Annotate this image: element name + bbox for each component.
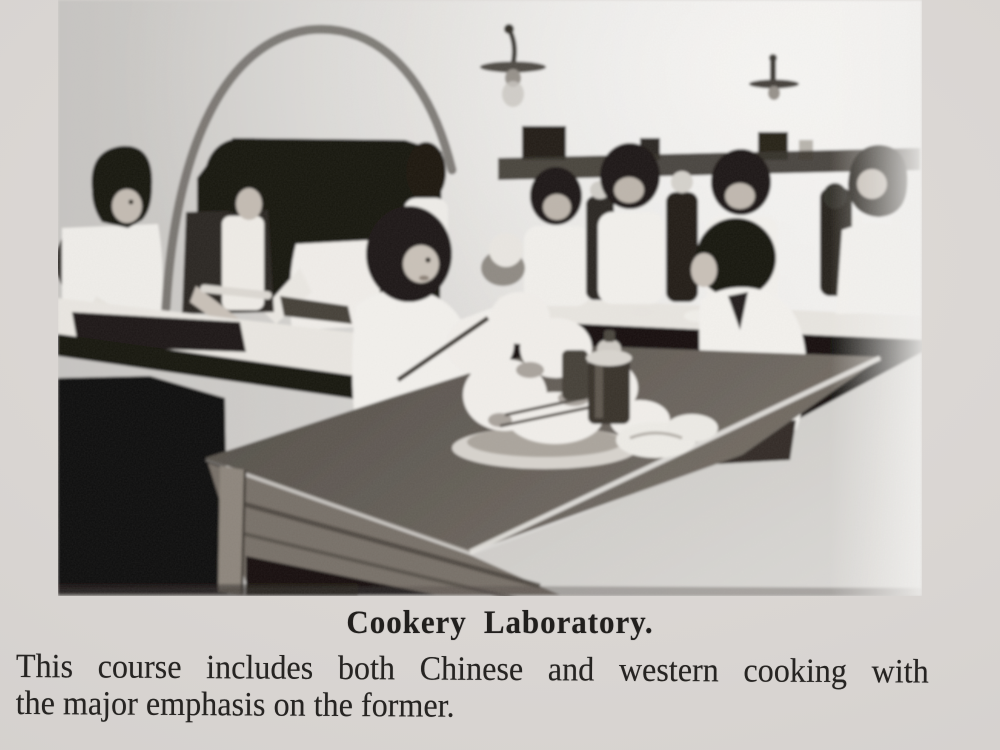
figure-caption: Cookery Laboratory.	[346, 605, 654, 641]
film-grain	[58, 0, 922, 596]
body-line-1: This course includes both Chinese and western cooking with	[15, 648, 929, 691]
body-line-2: the major emphasis on the former.	[15, 684, 455, 725]
body-paragraph	[16, 648, 929, 728]
